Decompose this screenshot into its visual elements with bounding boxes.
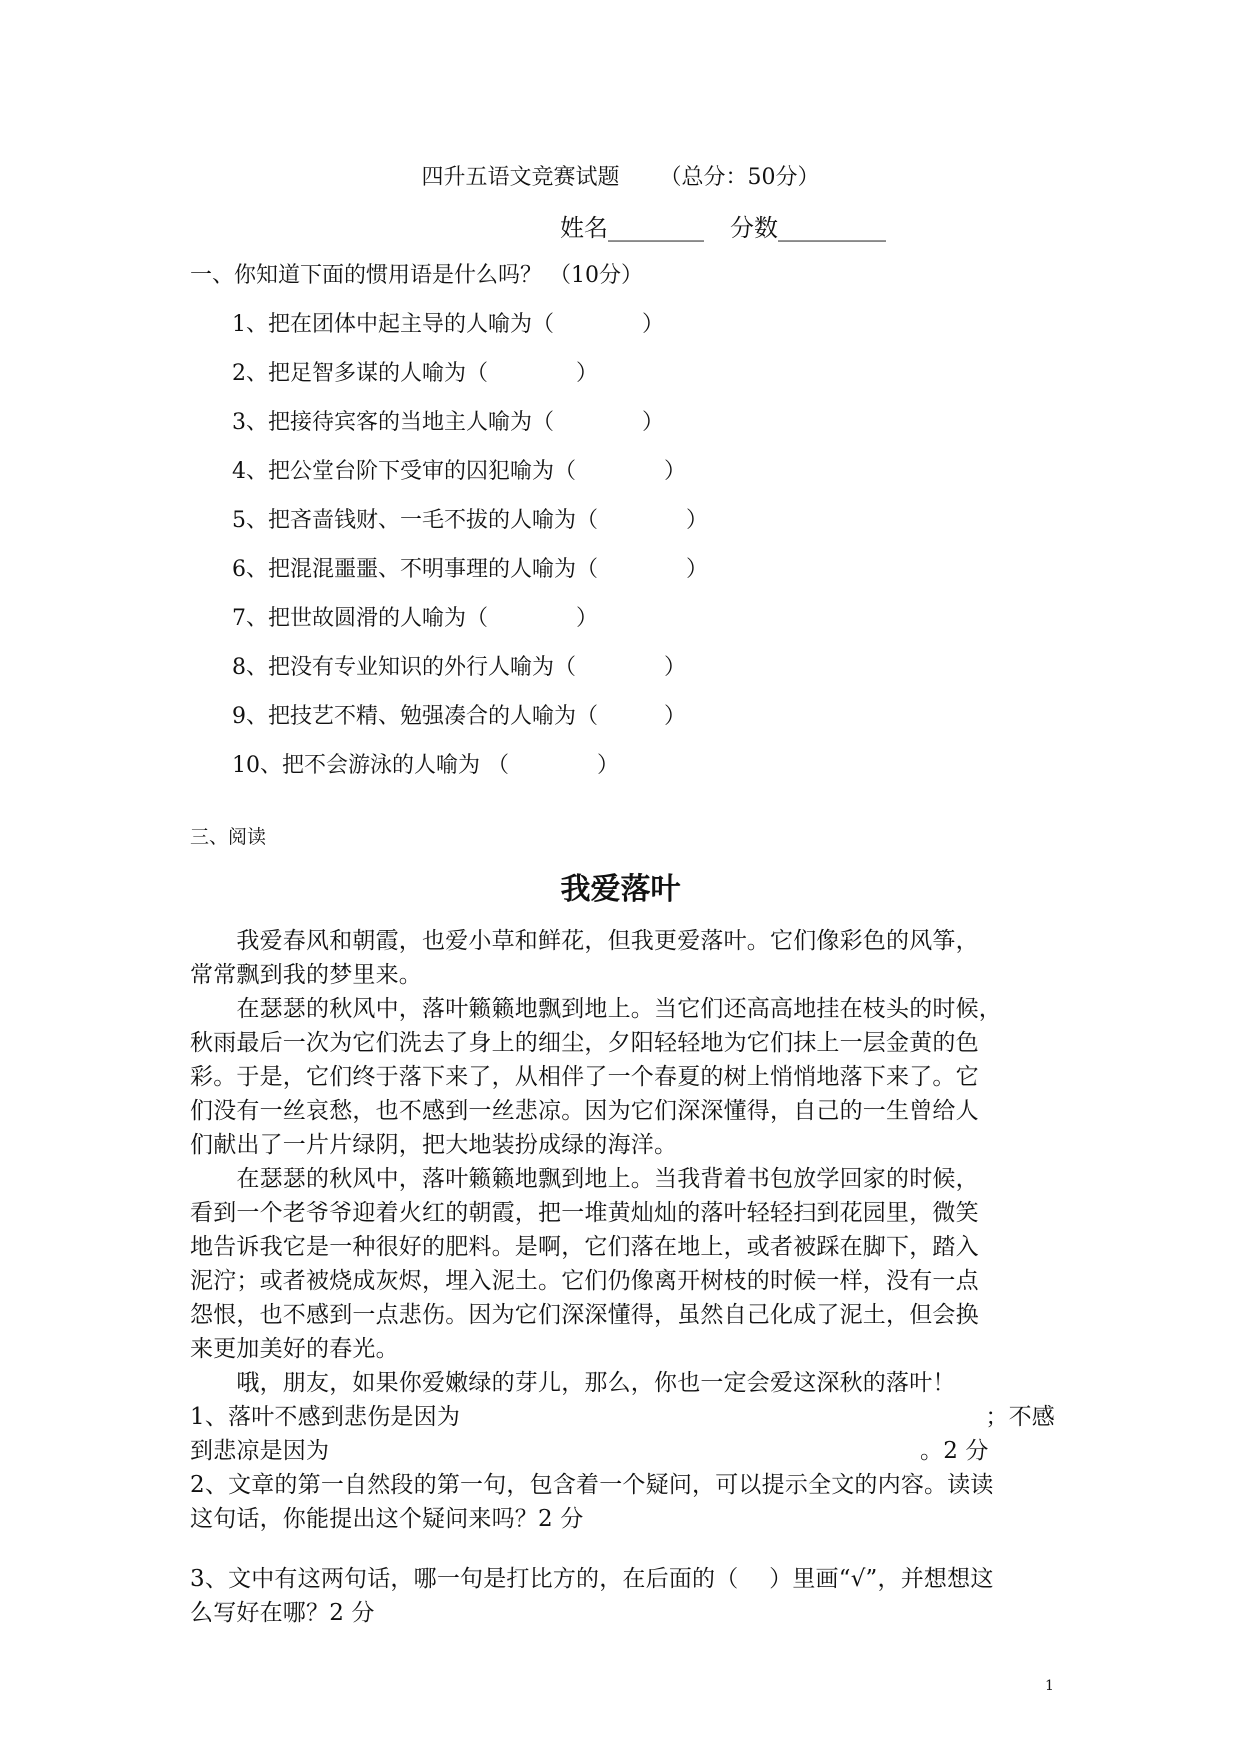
passage-line: 秋雨最后一次为它们洗去了身上的细尘，夕阳轻轻地为它们抹上一层金黄的色 [190,1030,979,1056]
question-item: 7、把世故圆滑的人喻为（ ） [232,606,598,631]
passage-line: 地告诉我它是一种很好的肥料。是啊，它们落在地上，或者被踩在脚下，踏入 [190,1234,979,1260]
reading-question-1-line1 [190,1398,1055,1431]
passage-line: 们献出了一片片绿阴，把大地装扮成绿的海洋。 [190,1132,678,1158]
total-score: （总分：50分） [659,165,820,190]
passage-title: 我爱落叶 [560,872,681,907]
reading-question-3: 3、文中有这两句话，哪一句是打比方的，在后面的（ ）里画“√”，并想想这 [190,1566,994,1592]
passage-line: 看到一个老爷爷迎着火红的朝霞，把一堆黄灿灿的落叶轻轻扫到花园里，微笑 [190,1200,979,1226]
q1-text-a: 1、落叶不感到悲伤是因为 [190,1404,461,1430]
score-field: 分数_________ [730,214,886,242]
passage-line: 我爱春风和朝霞，也爱小草和鲜花，但我更爱落叶。它们像彩色的风筝， [190,928,979,954]
page-number: 1 [1045,1678,1054,1694]
passage-line: 泥泞；或者被烧成灰烬，埋入泥土。它们仍像离开树枝的时候一样，没有一点 [190,1268,979,1294]
reading-question-1-line2 [190,1432,1055,1465]
question-item: 8、把没有专业知识的外行人喻为（ ） [232,655,686,680]
section3-heading: 三、阅读 [190,826,267,848]
q1-points: 。2 分 [920,1438,989,1464]
name-score-row [560,208,886,243]
reading-question-2: 2、文章的第一自然段的第一句，包含着一个疑问，可以提示全文的内容。读读 [190,1472,994,1498]
passage-line: 哦，朋友，如果你爱嫩绿的芽儿，那么，你也一定会爱这深秋的落叶！ [190,1370,956,1396]
question-item: 1、把在团体中起主导的人喻为（ ） [232,312,664,337]
q1-text-b: ；不感 [985,1404,1055,1430]
passage-line: 怨恨，也不感到一点悲伤。因为它们深深懂得，虽然自己化成了泥土，但会换 [190,1302,979,1328]
passage-line: 彩。于是，它们终于落下来了，从相伴了一个春夏的树上悄悄地落下来了。它 [190,1064,979,1090]
passage-line: 常常飘到我的梦里来。 [190,962,422,988]
passage-line: 在瑟瑟的秋风中，落叶籁籁地飘到地上。当它们还高高地挂在枝头的时候， [190,996,1002,1022]
passage-line: 们没有一丝哀愁，也不感到一丝悲凉。因为它们深深懂得，自己的一生曾给人 [190,1098,979,1124]
question-item: 4、把公堂台阶下受审的囚犯喻为（ ） [232,459,686,484]
passage-line: 来更加美好的春光。 [190,1336,399,1362]
question-item: 3、把接待宾客的当地主人喻为（ ） [232,410,664,435]
question-item: 2、把足智多谋的人喻为（ ） [232,361,598,386]
question-item: 9、把技艺不精、勉强凑合的人喻为（ ） [232,704,686,729]
question-item: 6、把混混噩噩、不明事理的人喻为（ ） [232,557,708,582]
exam-title [0,160,1241,191]
passage-line: 在瑟瑟的秋风中，落叶籁籁地飘到地上。当我背着书包放学回家的时候， [190,1166,979,1192]
question-item: 10、把不会游泳的人喻为 （ ） [232,753,619,778]
reading-question-3-cont: 么写好在哪？2 分 [190,1600,375,1626]
reading-question-2-cont: 这句话，你能提出这个疑问来吗？2 分 [190,1506,584,1532]
exam-title-text: 四升五语文竞赛试题 [421,165,620,190]
name-field: 姓名________ [560,214,704,242]
q1-text-c: 到悲凉是因为 [190,1438,330,1464]
question-item: 5、把吝啬钱财、一毛不拔的人喻为（ ） [232,508,708,533]
section1-heading: 一、你知道下面的惯用语是什么吗？ （10分） [190,263,643,288]
